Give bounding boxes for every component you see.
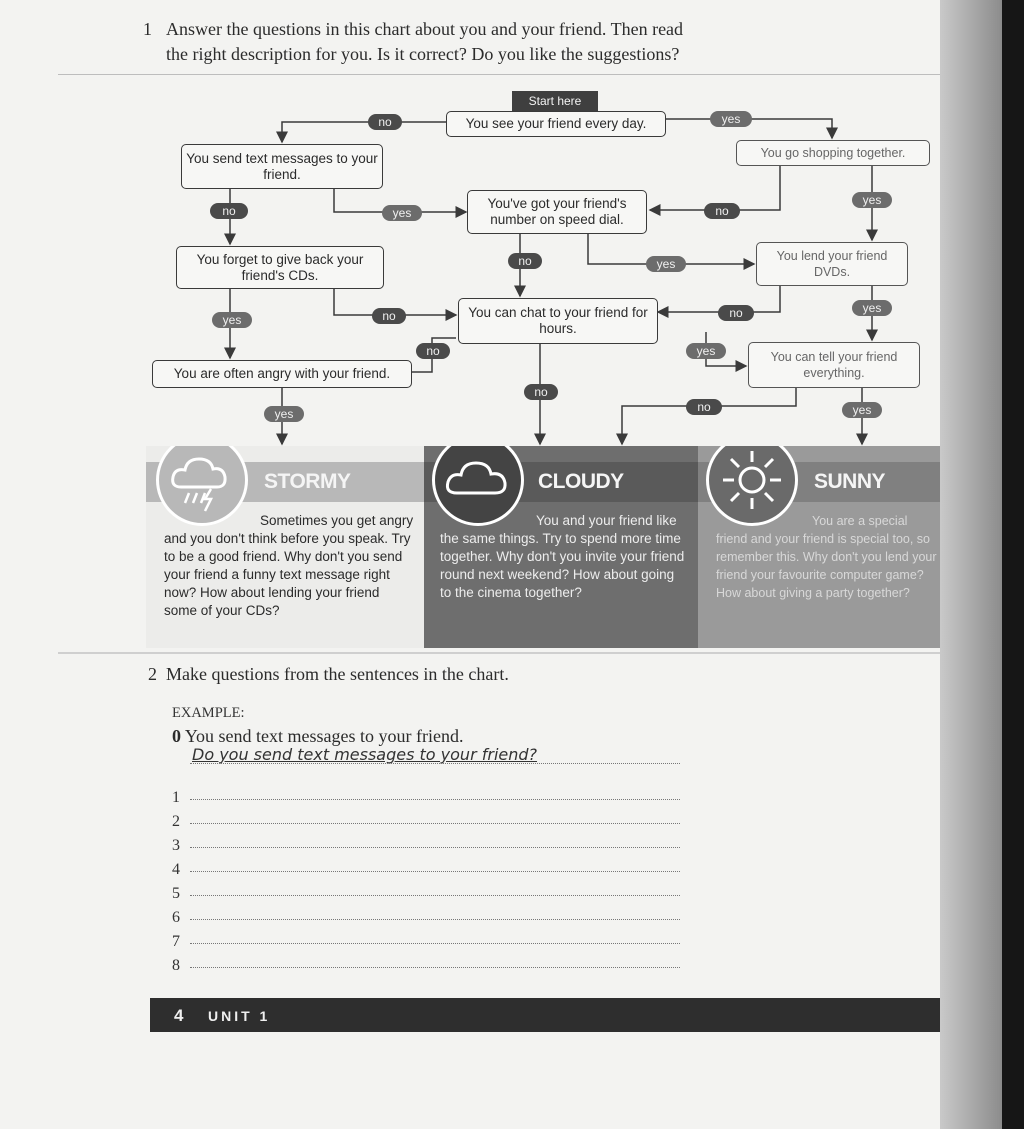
example-label: EXAMPLE:: [172, 705, 245, 721]
no-label: no: [686, 399, 722, 415]
stormy-panel: [146, 446, 424, 648]
answer-line-4[interactable]: [190, 871, 680, 872]
yes-label: yes: [852, 192, 892, 208]
node-text-messages: You send text messages to your friend.: [181, 144, 383, 189]
example-answer: Do you send text messages to your friend?: [192, 745, 538, 764]
divider: [58, 652, 940, 654]
answer-line-number: 5: [172, 885, 180, 902]
answer-line-number: 6: [172, 909, 180, 926]
node-lend-dvds: You lend your friend DVDs.: [756, 242, 908, 286]
no-label: no: [508, 253, 542, 269]
yes-label: yes: [710, 111, 752, 127]
yes-label: yes: [852, 300, 892, 316]
exercise-1-line-1: Answer the questions in this chart about you and your friend. Then read: [166, 19, 684, 39]
example-sentence: [172, 726, 463, 747]
node-tell-everything: You can tell your friend everything.: [748, 342, 920, 388]
answer-line-6[interactable]: [190, 919, 680, 920]
node-forget-cds: You forget to give back your friend's CDs.: [176, 246, 384, 289]
answer-line-5[interactable]: [190, 895, 680, 896]
background-edge: [1002, 0, 1024, 1129]
exercise-1-line-2: the right description for you. Is it correct? Do you like the suggestions?: [166, 44, 680, 64]
cloudy-panel: [424, 446, 698, 648]
no-label: no: [524, 384, 558, 400]
sunny-panel: [698, 446, 940, 648]
no-label: no: [718, 305, 754, 321]
node-speed-dial: You've got your friend's number on speed dial.: [467, 190, 647, 234]
start-here-label: Start here: [512, 91, 598, 111]
yes-label: yes: [382, 205, 422, 221]
answer-line-number: 4: [172, 861, 180, 878]
example-answer-line: [190, 763, 680, 764]
no-label: no: [704, 203, 740, 219]
answer-line-number: 8: [172, 957, 180, 974]
answer-line-1[interactable]: [190, 799, 680, 800]
unit-label: UNIT 1: [208, 1008, 271, 1024]
page-edge-shadow: [940, 0, 1002, 1129]
stormy-title: STORMY: [264, 470, 351, 493]
yes-label: yes: [212, 312, 252, 328]
exercise-2-number: 2: [148, 664, 157, 684]
answer-line-7[interactable]: [190, 943, 680, 944]
node-angry: You are often angry with your friend.: [152, 360, 412, 388]
yes-label: yes: [842, 402, 882, 418]
no-label: no: [210, 203, 248, 219]
no-label: no: [416, 343, 450, 359]
answer-line-3[interactable]: [190, 847, 680, 848]
cloudy-text: You and your friend like the same things. Try to spend more time together. Why don't you invite your friend round next weekend? How about going to the cinema together?: [440, 513, 685, 600]
page-footer: [150, 998, 940, 1032]
node-chat-hours: You can chat to your friend for hours.: [458, 298, 658, 344]
answer-line-number: 3: [172, 837, 180, 854]
exercise-1-number: 1: [143, 19, 152, 39]
node-shopping: You go shopping together.: [736, 140, 930, 166]
sunny-title: SUNNY: [814, 470, 886, 493]
no-label: no: [372, 308, 406, 324]
answer-line-2[interactable]: [190, 823, 680, 824]
yes-label: yes: [264, 406, 304, 422]
node-see-friend: You see your friend every day.: [446, 111, 666, 137]
example-number: 0: [172, 726, 181, 746]
example-sentence-text: You send text messages to your friend.: [184, 726, 464, 746]
answer-line-8[interactable]: [190, 967, 680, 968]
yes-label: yes: [686, 343, 726, 359]
cloudy-title: CLOUDY: [538, 470, 624, 493]
answer-line-number: 2: [172, 813, 180, 830]
answer-line-number: 1: [172, 789, 180, 806]
answer-line-number: 7: [172, 933, 180, 950]
no-label: no: [368, 114, 402, 130]
stormy-text: Sometimes you get angry and you don't think before you speak. Try to be a good friend. Why don't you send your friend a funny text message right now? How about lending your friend some of your CDs?: [164, 513, 414, 618]
exercise-2-text: Make questions from the sentences in the chart.: [166, 664, 509, 684]
sunny-text: You are a special friend and your friend is special too, so remember this. Why don't you lend your friend your favourite computer game? How about giving a party together?: [716, 514, 937, 600]
exercise-2-instruction: [148, 664, 509, 685]
page-number: 4: [174, 1006, 184, 1025]
yes-label: yes: [646, 256, 686, 272]
